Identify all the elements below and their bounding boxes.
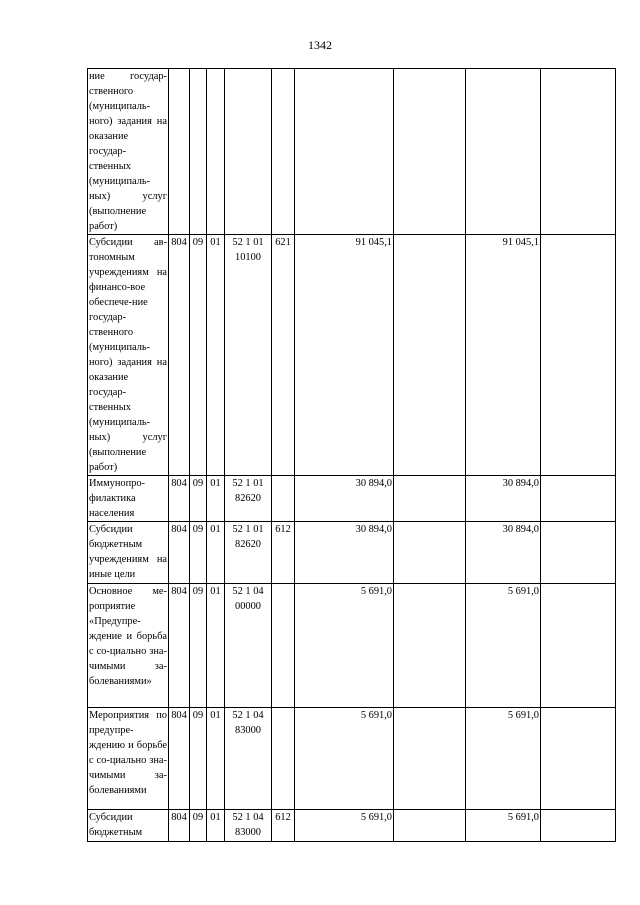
section-code: 09 <box>190 584 207 708</box>
table-row <box>88 476 616 522</box>
admin-code: 804 <box>169 708 190 810</box>
amount-2: 5 691,0 <box>466 584 541 708</box>
section-code <box>190 69 207 235</box>
amount-blank <box>394 235 466 476</box>
table-row <box>88 810 616 842</box>
subsection-code: 01 <box>207 476 225 522</box>
subsection-code: 01 <box>207 584 225 708</box>
amount-2: 5 691,0 <box>466 810 541 842</box>
target-code: 52 1 04 00000 <box>225 584 272 708</box>
row-name: Субсидии бюджетным <box>88 810 169 842</box>
row-name: Субсидии бюджетным учреждениям на иные цели <box>88 522 169 584</box>
amount-2 <box>466 69 541 235</box>
target-code: 52 1 01 82620 <box>225 522 272 584</box>
row-name: Иммунопро-филактика населения <box>88 476 169 522</box>
admin-code: 804 <box>169 235 190 476</box>
amount-1: 30 894,0 <box>295 476 394 522</box>
amount-1 <box>295 69 394 235</box>
row-name: Основное ме-роприятие «Предупре-ждение и борьба с со-циально зна-чимыми за-болеваниями» <box>88 584 169 708</box>
target-code <box>225 69 272 235</box>
amount-2: 91 045,1 <box>466 235 541 476</box>
admin-code: 804 <box>169 810 190 842</box>
amount-2: 30 894,0 <box>466 476 541 522</box>
admin-code <box>169 69 190 235</box>
expense-type-code <box>272 584 295 708</box>
target-code: 52 1 04 83000 <box>225 708 272 810</box>
budget-table <box>87 68 616 842</box>
amount-blank <box>394 522 466 584</box>
section-code: 09 <box>190 708 207 810</box>
amount-2: 5 691,0 <box>466 708 541 810</box>
subsection-code: 01 <box>207 235 225 476</box>
amount-last <box>541 708 616 810</box>
amount-1: 30 894,0 <box>295 522 394 584</box>
section-code: 09 <box>190 810 207 842</box>
page-number: 1342 <box>308 38 332 52</box>
amount-blank <box>394 708 466 810</box>
row-name: Субсидии ав-тономным учреждениям на финансо-вое обеспече-ние государ-ственного (муниципаль-ного) задания на оказание государ-ственных (муниципаль-ных) услуг (выполнение работ) <box>88 235 169 476</box>
amount-last <box>541 235 616 476</box>
amount-1: 5 691,0 <box>295 584 394 708</box>
amount-2: 30 894,0 <box>466 522 541 584</box>
amount-blank <box>394 69 466 235</box>
table-row <box>88 69 616 235</box>
target-code: 52 1 01 10100 <box>225 235 272 476</box>
section-code: 09 <box>190 476 207 522</box>
table-row <box>88 584 616 708</box>
amount-last <box>541 584 616 708</box>
subsection-code: 01 <box>207 708 225 810</box>
amount-last <box>541 69 616 235</box>
subsection-code: 01 <box>207 810 225 842</box>
expense-type-code <box>272 708 295 810</box>
admin-code: 804 <box>169 522 190 584</box>
subsection-code <box>207 69 225 235</box>
section-code: 09 <box>190 522 207 584</box>
expense-type-code: 612 <box>272 810 295 842</box>
expense-type-code: 612 <box>272 522 295 584</box>
amount-1: 5 691,0 <box>295 810 394 842</box>
target-code: 52 1 01 82620 <box>225 476 272 522</box>
amount-last <box>541 810 616 842</box>
table-row <box>88 708 616 810</box>
amount-last <box>541 476 616 522</box>
amount-blank <box>394 810 466 842</box>
expense-type-code <box>272 69 295 235</box>
target-code: 52 1 04 83000 <box>225 810 272 842</box>
amount-blank <box>394 476 466 522</box>
amount-last <box>541 522 616 584</box>
admin-code: 804 <box>169 476 190 522</box>
table-row <box>88 522 616 584</box>
expense-type-code: 621 <box>272 235 295 476</box>
amount-blank <box>394 584 466 708</box>
section-code: 09 <box>190 235 207 476</box>
amount-1: 91 045,1 <box>295 235 394 476</box>
table-body <box>88 69 616 842</box>
expense-type-code <box>272 476 295 522</box>
table-row <box>88 235 616 476</box>
row-name: ние государ-ственного (муниципаль-ного) задания на оказание государ-ственных (муниципаль-ных) услуг (выполнение работ) <box>88 69 169 235</box>
subsection-code: 01 <box>207 522 225 584</box>
amount-1: 5 691,0 <box>295 708 394 810</box>
admin-code: 804 <box>169 584 190 708</box>
row-name: Мероприятия по предупре-ждению и борьбе с со-циально зна-чимыми за-болеваниями <box>88 708 169 810</box>
